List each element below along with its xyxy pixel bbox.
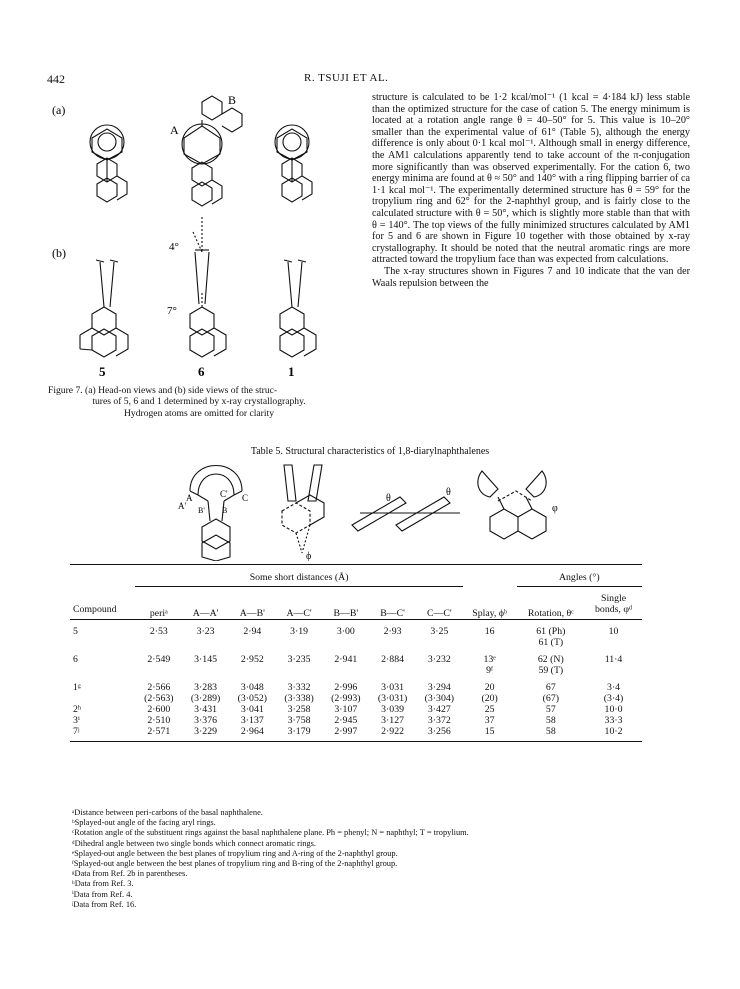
table-cell-single: 33·3 bbox=[604, 715, 623, 726]
table-cell-peri bbox=[135, 637, 182, 648]
table-cell-compound: 7ʲ bbox=[73, 726, 80, 737]
table-5-schematics bbox=[160, 461, 580, 561]
molecule-5-head-on bbox=[90, 125, 127, 202]
figure-7-panel-a-label: (a) bbox=[52, 103, 66, 117]
table-cell-aa: 3·145 bbox=[194, 654, 217, 665]
table-row bbox=[70, 676, 642, 693]
table-cell-bb: (2·993) bbox=[331, 693, 361, 704]
table-cell-ab: 2·964 bbox=[240, 726, 264, 737]
footnote: ʰData from Ref. 3. bbox=[72, 879, 134, 889]
table-cell-ac: 3·758 bbox=[287, 715, 311, 726]
column-header: C—C' bbox=[427, 608, 452, 619]
footnote: ᵇSplayed-out angle of the facing aryl rings. bbox=[72, 818, 216, 828]
table-5-body bbox=[70, 620, 642, 742]
column-header: Single bbox=[601, 593, 627, 604]
running-head: R. TSUJI ET AL. bbox=[304, 72, 389, 84]
table-cell-single: 11·4 bbox=[604, 654, 623, 665]
column-header: periᵃ bbox=[149, 608, 168, 619]
table-cell-compound: 3ⁱ bbox=[73, 715, 80, 726]
table-cell-compound bbox=[70, 637, 135, 648]
figure-7-caption bbox=[48, 385, 350, 419]
group-header-distances: Some short distances (Å) bbox=[135, 565, 462, 587]
figure-7-drawing bbox=[52, 92, 352, 380]
table-cell-ab: 2·952 bbox=[240, 654, 264, 665]
table-cell-ab bbox=[229, 637, 276, 648]
table-cell-ab: 3·048 bbox=[240, 682, 264, 693]
table-cell-aa: 3·431 bbox=[194, 704, 217, 715]
table-cell-splay: 20 bbox=[484, 682, 495, 693]
footnote: ⁱData from Ref. 4. bbox=[72, 889, 133, 899]
table-cell-cc: 3·25 bbox=[430, 626, 449, 637]
table-row bbox=[70, 665, 642, 676]
table-cell-cc bbox=[416, 665, 463, 676]
table-cell-rotation: 58 bbox=[545, 715, 556, 726]
table-cell-bb: 2·941 bbox=[334, 654, 358, 665]
table-cell-single bbox=[585, 665, 642, 676]
table-cell-splay: 15 bbox=[484, 726, 495, 737]
table-cell-aa: 3·23 bbox=[196, 626, 215, 637]
caption-line: Hydrogen atoms are omitted for clarity bbox=[124, 407, 274, 419]
table-cell-compound: 5 bbox=[73, 626, 78, 637]
table-cell-aa bbox=[182, 637, 229, 648]
figure-7-label-A: A bbox=[170, 123, 179, 137]
figure-7 bbox=[52, 92, 352, 380]
footnote: ʲData from Ref. 16. bbox=[72, 899, 137, 909]
diagram-label-theta-2: θ bbox=[446, 487, 451, 498]
table-cell-rotation: (67) bbox=[542, 693, 559, 704]
table-cell-bc: 3·031 bbox=[381, 682, 404, 693]
table-cell-bb: 3·00 bbox=[336, 626, 355, 637]
table-cell-ac: 3·332 bbox=[287, 682, 311, 693]
group-header-angles: Angles (°) bbox=[517, 565, 642, 587]
table-cell-bb bbox=[322, 637, 369, 648]
table-cell-bb: 3·107 bbox=[334, 704, 358, 715]
table-row bbox=[70, 693, 642, 704]
figure-7-label-B: B bbox=[228, 93, 237, 107]
footnote: ᵉSplayed-out angle between the best planes of tropylium ring and A-ring of the 2-naphthyl group. bbox=[72, 848, 398, 858]
diagram-label-A-prime: A' bbox=[178, 501, 187, 511]
table-cell-ac: 3·235 bbox=[287, 654, 311, 665]
body-text-column bbox=[372, 92, 690, 289]
diagram-label-C-prime: C' bbox=[220, 489, 228, 499]
table-cell-compound bbox=[70, 693, 135, 704]
table-cell-cc: 3·427 bbox=[427, 704, 451, 715]
column-header: Rotation, θᶜ bbox=[527, 608, 574, 619]
table-cell-splay: 9ᶠ bbox=[486, 665, 494, 676]
column-header: A—A' bbox=[192, 608, 219, 619]
table-cell-bb: 2·996 bbox=[334, 682, 358, 693]
table-cell-bc: 3·039 bbox=[381, 704, 404, 715]
table-cell-cc bbox=[416, 637, 463, 648]
table-cell-peri: 2·600 bbox=[147, 704, 171, 715]
column-header: bonds, φᵈ bbox=[595, 604, 633, 615]
table-cell-peri: 2·510 bbox=[147, 715, 171, 726]
table-cell-ab: 3·137 bbox=[240, 715, 264, 726]
table-cell-bb bbox=[322, 665, 369, 676]
table-row bbox=[70, 715, 642, 726]
table-cell-cc: 3·256 bbox=[427, 726, 451, 737]
diagram-label-theta-1: θ bbox=[386, 493, 391, 504]
table-cell-ac: 3·19 bbox=[290, 626, 309, 637]
table-5-footnotes bbox=[72, 808, 672, 910]
column-header: A—B' bbox=[239, 608, 265, 619]
table-row bbox=[70, 726, 642, 742]
table-5 bbox=[70, 564, 642, 742]
diagram-label-C: C bbox=[242, 493, 249, 503]
table-cell-cc: (3·304) bbox=[424, 693, 455, 704]
schematic-rotation bbox=[352, 497, 460, 531]
diagram-label-phi: φ bbox=[552, 503, 558, 514]
molecule-1-side bbox=[280, 260, 316, 357]
page-number: 442 bbox=[47, 72, 65, 86]
table-cell-bc: 3·127 bbox=[381, 715, 404, 726]
figure-7-compound-5-label: 5 bbox=[99, 364, 106, 379]
table-cell-bc: 2·922 bbox=[381, 726, 404, 737]
table-cell-splay: 13ᵉ bbox=[483, 654, 496, 665]
footnote: ᶠSplayed-out angle between the best planes of tropylium ring and B-ring of the 2-naphthyl group. bbox=[72, 859, 398, 869]
table-cell-ac: (3·338) bbox=[284, 693, 314, 704]
table-cell-rotation: 61 (T) bbox=[538, 637, 564, 648]
table-cell-compound bbox=[70, 665, 135, 676]
table-cell-splay: 25 bbox=[484, 704, 495, 715]
table-cell-bc: (3·031) bbox=[377, 693, 408, 704]
table-cell-rotation: 57 bbox=[545, 704, 556, 715]
table-cell-aa: 3·229 bbox=[194, 726, 217, 737]
table-cell-bc bbox=[369, 665, 416, 676]
table-cell-bc: 2·884 bbox=[381, 654, 404, 665]
molecule-5-side bbox=[80, 260, 128, 357]
table-cell-rotation: 59 (T) bbox=[538, 665, 564, 676]
table-cell-peri: (2·563) bbox=[144, 693, 174, 704]
table-cell-aa: 3·283 bbox=[194, 682, 217, 693]
table-cell-bb: 2·997 bbox=[334, 726, 358, 737]
table-cell-ab: 3·041 bbox=[240, 704, 264, 715]
table-cell-splay: 37 bbox=[484, 715, 495, 726]
footnote: ᶜRotation angle of the substituent rings against the basal naphthalene plane. Ph = phenyl; N = naphthyl; T = tropylium. bbox=[72, 828, 469, 838]
figure-7-panel-b-label: (b) bbox=[52, 246, 66, 260]
table-cell-peri bbox=[135, 665, 182, 676]
figure-7-compound-1-label: 1 bbox=[288, 364, 295, 379]
table-cell-ab bbox=[229, 665, 276, 676]
table-cell-ac: 3·179 bbox=[287, 726, 311, 737]
table-cell-single: (3·4) bbox=[603, 693, 624, 704]
table-cell-ac bbox=[276, 665, 323, 676]
figure-7-compound-6-label: 6 bbox=[198, 364, 205, 379]
table-header-row bbox=[70, 587, 642, 605]
table-row bbox=[70, 637, 642, 648]
table-cell-splay: 16 bbox=[484, 626, 495, 637]
diagram-label-B-prime: B' bbox=[198, 506, 205, 515]
table-5-title: Table 5. Structural characteristics of 1,8-diarylnaphthalenes bbox=[250, 446, 490, 457]
molecule-drawings bbox=[80, 96, 316, 357]
table-cell-single: 10 bbox=[608, 626, 619, 637]
diagram-label-A: A bbox=[186, 493, 193, 503]
diagram-label-B: B bbox=[222, 506, 228, 515]
body-paragraph: The x-ray structures shown in Figures 7 and 10 indicate that the van der Waals repulsion between the bbox=[372, 265, 690, 289]
table-cell-rotation: 61 (Ph) bbox=[536, 626, 566, 637]
table-cell-aa: 3·376 bbox=[194, 715, 217, 726]
footnote: ᵈDihedral angle between two single bonds which connect aromatic rings. bbox=[72, 838, 317, 848]
table-cell-bb: 2·945 bbox=[334, 715, 358, 726]
table-cell-cc: 3·372 bbox=[427, 715, 451, 726]
table-group-header-row bbox=[70, 565, 642, 587]
table-5-diagrams bbox=[160, 461, 580, 561]
table-cell-peri: 2·53 bbox=[149, 626, 168, 637]
column-header: Compound bbox=[73, 604, 117, 615]
molecule-6-head-on bbox=[182, 96, 242, 206]
table-cell-rotation: 58 bbox=[545, 726, 556, 737]
table-row bbox=[70, 648, 642, 665]
molecule-6-side bbox=[190, 217, 226, 357]
table-cell-cc: 3·232 bbox=[427, 654, 451, 665]
figure-7-angle-7: 7° bbox=[167, 305, 177, 317]
diagram-label-phi-small: ϕ bbox=[306, 551, 312, 561]
column-header: B—B' bbox=[333, 608, 359, 619]
table-cell-peri: 2·571 bbox=[147, 726, 171, 737]
footnote: ᵃDistance between peri-carbons of the basal naphthalene. bbox=[72, 808, 263, 817]
table-cell-single bbox=[585, 637, 642, 648]
schematic-single-bonds bbox=[478, 471, 546, 539]
table-cell-aa: (3·289) bbox=[190, 693, 221, 704]
table-cell-rotation: 62 (N) bbox=[537, 654, 564, 665]
caption-line: Figure 7. (a) Head-on views and (b) side views of the struc- bbox=[48, 385, 278, 396]
table-cell-ac: 3·258 bbox=[287, 704, 311, 715]
table-row bbox=[70, 620, 642, 638]
molecule-1-head-on bbox=[275, 125, 312, 202]
footnote: ᵍData from Ref. 2b in parentheses. bbox=[72, 869, 188, 879]
table-cell-single: 10·2 bbox=[604, 726, 623, 737]
table-cell-compound: 6 bbox=[73, 654, 78, 665]
table-cell-bc bbox=[369, 637, 416, 648]
table-cell-ab: 2·94 bbox=[243, 626, 262, 637]
table-cell-ab: (3·052) bbox=[237, 693, 268, 704]
figure-7-angle-4: 4° bbox=[169, 241, 179, 253]
schematic-splay bbox=[282, 465, 324, 553]
table-cell-compound: 2ʰ bbox=[73, 704, 82, 715]
table-cell-single: 3·4 bbox=[607, 682, 621, 693]
table-cell-splay bbox=[463, 637, 517, 648]
table-cell-cc: 3·294 bbox=[427, 682, 451, 693]
table-cell-splay: (20) bbox=[481, 693, 498, 704]
table-cell-single: 10·0 bbox=[604, 704, 623, 715]
table-cell-aa bbox=[182, 665, 229, 676]
table-cell-peri: 2·549 bbox=[147, 654, 171, 665]
column-header: B—C' bbox=[380, 608, 405, 619]
schematic-drawings bbox=[190, 465, 546, 561]
table-cell-ac bbox=[276, 637, 323, 648]
column-header: A—C' bbox=[286, 608, 312, 619]
table-cell-rotation: 67 bbox=[545, 682, 556, 693]
table-row bbox=[70, 704, 642, 715]
table-cell-compound: 1ᵍ bbox=[73, 682, 81, 693]
column-header: Splay, ϕᵇ bbox=[472, 608, 508, 619]
caption-line: tures of 5, 6 and 1 determined by x-ray crystallography. bbox=[92, 396, 306, 408]
table-cell-peri: 2·566 bbox=[147, 682, 171, 693]
body-paragraph: structure is calculated to be 1·2 kcal/mol⁻¹ (1 kcal = 4·184 kJ) less stable than the optimized structure for the case of cation 5. The energy minimum is located at a rotation angle range θ = 40–50° for 5. This value is 10–20° smaller than the experimental value of 61° (Table 5), although the energy difference is only about 0·1 kcal mol⁻¹. Although small in energy difference, the AM1 calculations apparently tend to take account of the π-conjugation more significantly than was observed experimentally. For the cation 6, two energy minima are found at θ ≈ 50° and 140° with a ring flipping barrier of ca 1·1 kcal mol⁻¹. The experimentally determined structure has θ = 59° for the tropylium ring and 62° for the 2-naphthyl group, and is fairly close to the calculated structure with θ = 50°, which is slightly more stable than that with θ = 140°. The top views of the fully minimized structures calculated by AM1 for 5 and 6 are shown in Figure 10 together with those obtained by x-ray crystallography. It should be noted that the neutral aromatic rings are more attracted toward the tropylium face than was expected from calculations. bbox=[372, 92, 690, 266]
table-cell-bc: 2·93 bbox=[383, 626, 402, 637]
